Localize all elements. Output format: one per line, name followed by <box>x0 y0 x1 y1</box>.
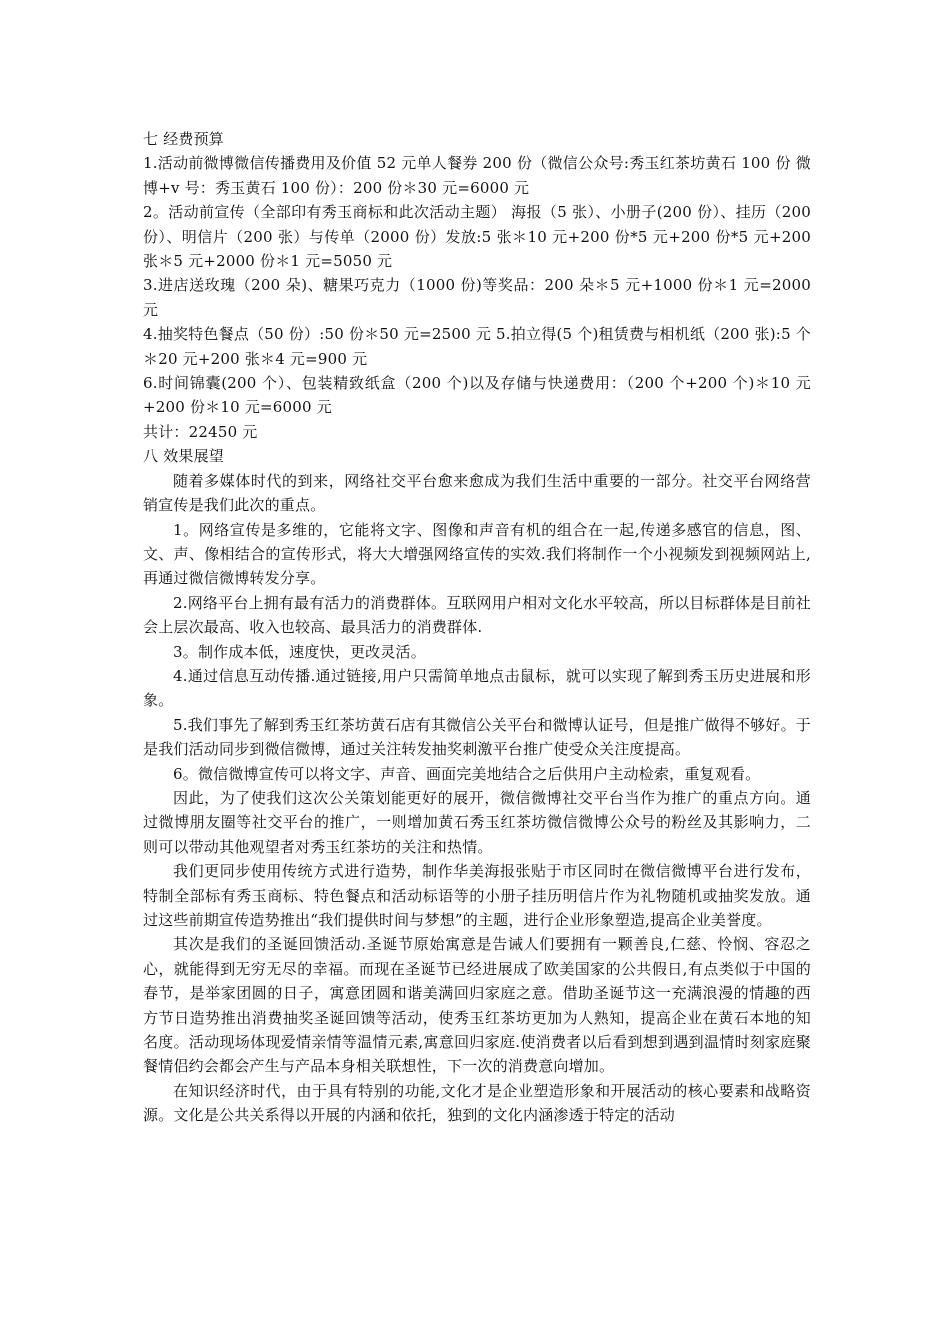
outlook-paragraph: 3。制作成本低，速度快，更改灵活。 <box>173 642 426 661</box>
outlook-paragraph: 随着多媒体时代的到来，网络社交平台愈来愈成为我们生活中重要的一部分。社交平台网络营销宣传是我们此次的重点。 <box>143 471 811 515</box>
section-8-heading: 八 效果展望 <box>143 447 224 466</box>
outlook-paragraph: 在知识经济时代，由于具有特别的功能,文化才是企业塑造形象和开展活动的核心要素和战略资源。文化是公共关系得以开展的内涵和依托，独到的文化内涵渗透于特定的活动 <box>143 1081 811 1125</box>
outlook-paragraph: 因此，为了使我们这次公关策划能更好的展开，微信微博社交平台当作为推广的重点方向。通过微博朋友圈等社交平台的推广，一则增加黄石秀玉红茶坊微信微博公众号的粉丝及其影响力，二则可以带动其他观望者对秀玉红茶坊的关注和热情。 <box>143 788 811 856</box>
budget-total: 共计：22450 元 <box>143 422 258 441</box>
budget-item-1: 1.活动前微博微信传播费用及价值 52 元单人餐券 200 份（微信公众号:秀玉红茶坊黄石 100 份 微博+v 号：秀玉黄石 100 份）：200 份＊30 元=6000 元 <box>143 154 811 197</box>
document-page <box>143 127 811 1128</box>
budget-item-4: 4.抽奖特色餐点（50 份）:50 份＊50 元=2500 元 5.拍立得(5 个)租赁费与相机纸（200 张):5 个＊20 元+200 张＊4 元=900 元 <box>143 325 811 368</box>
outlook-paragraph: 我们更同步使用传统方式进行造势，制作华美海报张贴于市区同时在微信微博平台进行发布，特制全部标有秀玉商标、特色餐点和活动标语等的小册子挂历明信片作为礼物随机或抽奖发放。通过这些前期宣传造势推出“我们提供时间与梦想”的主题，进行企业形象塑造,提高企业美誉度。 <box>143 862 811 929</box>
outlook-paragraph: 5.我们事先了解到秀玉红茶坊黄石店有其微信公关平台和微博认证号，但是推广做得不够好。于是我们活动同步到微信微博，通过关注转发抽奖刺激平台推广使受众关注度提高。 <box>143 715 811 759</box>
budget-item-3: 3.进店送玫瑰（200 朵)、糖果巧克力（1000 份)等奖品：200 朵＊5 元+1000 份＊1 元=2000 元 <box>143 276 811 319</box>
outlook-paragraph: 6。微信微博宣传可以将文字、声音、画面完美地结合之后供用户主动检索，重复观看。 <box>173 764 761 783</box>
outlook-paragraph: 其次是我们的圣诞回馈活动.圣诞节原始寓意是告诫人们要拥有一颗善良,仁慈、怜悯、容忍之心，就能得到无穷无尽的幸福。而现在圣诞节已经进展成了欧美国家的公共假日,有点类似于中国的春节，是举家团圆的日子，寓意团圆和谐美满回归家庭之意。借助圣诞节这一充满浪漫的情趣的西方节日造势推出消费抽奖圣诞回馈等活动，使秀玉红茶坊更加为人熟知，提高企业在黄石本地的知名度。活动现场体现爱情亲情等温情元素,寓意回归家庭.使消费者以后看到想到遇到温情时刻家庭聚餐情侣约会都会产生与产品本身相关联想性，下一次的消费意向增加。 <box>143 935 811 1076</box>
budget-item-2: 2。活动前宣传（全部印有秀玉商标和此次活动主题） 海报（5 张）、小册子(200 份）、挂历（200 份）、明信片（200 张）与传单（2000 份）发放:5 张＊10 元+200 份*5 元+200 份*5 元+200 张＊5 元+2000 份＊1 元=5050 元 <box>143 203 811 271</box>
outlook-paragraph: 1。网络宣传是多维的，它能将文字、图像和声音有机的组合在一起,传递多感官的信息，图、文、声、像相结合的宣传形式，将大大增强网络宣传的实效.我们将制作一个小视频发到视频网站上,再通过微信微博转发分享。 <box>143 520 811 588</box>
budget-item-6: 6.时间锦囊(200 个）、包装精致纸盒（200 个)以及存储与快递费用：（200 个+200 个)＊10 元+200 份＊10 元=6000 元 <box>143 374 811 417</box>
outlook-paragraph: 2.网络平台上拥有最有活力的消费群体。互联网用户相对文化水平较高，所以目标群体是目前社会上层次最高、收入也较高、最具活力的消费群体. <box>143 593 811 637</box>
section-7-heading: 七 经费预算 <box>143 130 224 148</box>
outlook-paragraph: 4.通过信息互动传播.通过链接,用户只需简单地点击鼠标，就可以实现了解到秀玉历史进展和形象。 <box>143 666 811 710</box>
